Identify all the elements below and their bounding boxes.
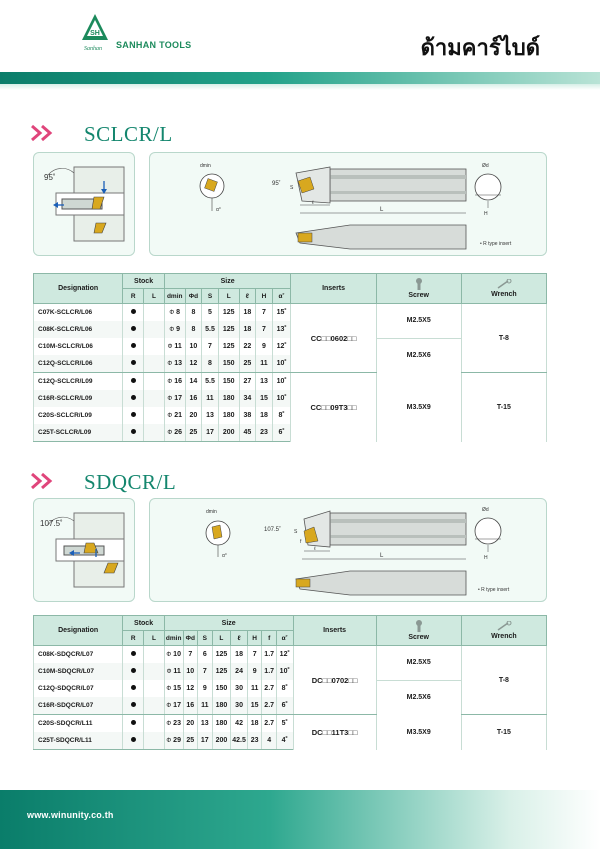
col-f: f xyxy=(262,631,277,646)
header-band xyxy=(0,72,600,84)
alpha-cell: 15˚ xyxy=(272,304,291,322)
length-cell: 200 xyxy=(212,732,231,750)
wrench-icon xyxy=(496,621,512,631)
wrench-cell: T-15 xyxy=(461,715,546,750)
table-row xyxy=(34,715,547,733)
d-cell: 7 xyxy=(183,646,198,664)
alpha-cell: 13˚ xyxy=(272,321,291,338)
ell-cell: 30 xyxy=(231,697,248,715)
d-cell: 8 xyxy=(185,304,202,322)
table-row xyxy=(34,304,547,322)
ell-cell: 22 xyxy=(239,338,256,355)
col-alpha: α˚ xyxy=(276,631,293,646)
diameter-glyph: Φ xyxy=(167,361,173,367)
screw-cell: M2.5X6 xyxy=(376,680,461,715)
dmin-value: 29 xyxy=(173,737,181,744)
wrench-cell: T-8 xyxy=(461,646,546,715)
d-cell: 10 xyxy=(183,663,198,680)
h-cell: 15 xyxy=(256,390,273,407)
d-cell: 25 xyxy=(183,732,198,750)
s-cell: 5.5 xyxy=(202,373,219,391)
in-stock-dot xyxy=(131,412,136,417)
diameter-glyph: Φ xyxy=(169,310,175,316)
insert-cell: DC□□11T3□□ xyxy=(293,715,376,750)
col-stock: Stock xyxy=(123,616,165,631)
dmin-cell xyxy=(164,373,185,391)
alpha-cell: 12˚ xyxy=(276,646,293,664)
dmin-cell xyxy=(164,697,183,715)
f-cell: 2.7 xyxy=(262,715,277,733)
svg-text:dmin: dmin xyxy=(200,163,211,169)
d-cell: 8 xyxy=(185,321,202,338)
length-cell: 150 xyxy=(218,355,239,373)
section-title: SDQCR/L xyxy=(84,470,177,494)
dmin-cell xyxy=(164,646,183,664)
brand-name: SANHAN TOOLS xyxy=(116,40,192,50)
wrench-cell: T-8 xyxy=(461,304,546,373)
stock-cell xyxy=(123,663,144,680)
diagram-angle-label: 107.5˚ xyxy=(264,527,282,533)
stock-cell xyxy=(123,390,144,407)
screw-icon xyxy=(414,278,424,290)
h-cell: 11 xyxy=(247,680,262,697)
stock-l-cell xyxy=(144,373,165,391)
col-wrench xyxy=(461,274,546,304)
cutting-angle-label: 107.5˚ xyxy=(40,519,63,528)
diameter-glyph: Φ xyxy=(167,379,173,385)
alpha-cell: 10˚ xyxy=(272,390,291,407)
in-stock-dot xyxy=(131,720,136,725)
col-l: L xyxy=(144,631,165,646)
length-cell: 200 xyxy=(218,424,239,442)
d-cell: 16 xyxy=(183,697,198,715)
in-stock-dot xyxy=(131,378,136,383)
h-cell: 15 xyxy=(247,697,262,715)
tool-dimension-drawing xyxy=(150,153,546,255)
dmin-value: 13 xyxy=(174,360,182,367)
designation-cell: C20S-SCLCR/L09 xyxy=(34,407,123,424)
ell-cell: 42 xyxy=(231,715,248,733)
col-stock: Stock xyxy=(123,274,165,289)
designation-cell: C10M-SDQCR/L07 xyxy=(34,663,123,680)
dimension-diagram-panel xyxy=(149,498,547,602)
col-screw xyxy=(376,616,461,646)
rtype-note: • R type insert xyxy=(480,241,512,247)
col-screw-label: Screw xyxy=(408,634,429,641)
designation-cell: C20S-SDQCR/L11 xyxy=(34,715,123,733)
d-cell: 12 xyxy=(185,355,202,373)
diameter-glyph: Φ xyxy=(166,652,172,658)
in-stock-dot xyxy=(131,702,136,707)
length-cell: 150 xyxy=(218,373,239,391)
boring-cross-section-diagram xyxy=(34,153,134,255)
col-screw-label: Screw xyxy=(408,292,429,299)
d-cell: 20 xyxy=(185,407,202,424)
dmin-cell xyxy=(164,732,183,750)
stock-cell xyxy=(123,407,144,424)
stock-cell xyxy=(123,338,144,355)
cutting-angle-panel xyxy=(33,152,135,256)
length-cell: 125 xyxy=(212,663,231,680)
col-designation: Designation xyxy=(34,616,123,646)
stock-cell xyxy=(123,715,144,733)
stock-l-cell xyxy=(144,304,165,322)
length-cell: 125 xyxy=(218,321,239,338)
col-h: H xyxy=(247,631,262,646)
svg-text:H: H xyxy=(484,211,488,217)
alpha-cell: 5˚ xyxy=(276,715,293,733)
f-cell: 4 xyxy=(262,732,277,750)
ell-cell: 18 xyxy=(239,304,256,322)
d-cell: 10 xyxy=(185,338,202,355)
h-cell: 9 xyxy=(247,663,262,680)
page-header xyxy=(0,0,600,72)
alpha-cell: 6˚ xyxy=(272,424,291,442)
stock-cell xyxy=(123,646,144,664)
in-stock-dot xyxy=(131,360,136,365)
dmin-value: 23 xyxy=(173,720,181,727)
alpha-cell: 8˚ xyxy=(276,680,293,697)
col-inserts: Inserts xyxy=(293,616,376,646)
brand-script: Sanhan xyxy=(84,46,102,52)
screw-cell: M3.5X9 xyxy=(376,715,461,750)
svg-text:Ød: Ød xyxy=(482,163,489,169)
h-cell: 7 xyxy=(256,321,273,338)
d-cell: 14 xyxy=(185,373,202,391)
sdqcr-spec-table xyxy=(33,615,547,750)
ell-cell: 24 xyxy=(231,663,248,680)
s-cell: 9 xyxy=(198,680,213,697)
diameter-glyph: Φ xyxy=(169,327,175,333)
diameter-glyph: Φ xyxy=(167,413,173,419)
s-cell: 7 xyxy=(198,663,213,680)
designation-cell: C10M-SCLCR/L06 xyxy=(34,338,123,355)
alpha-cell: 10˚ xyxy=(276,663,293,680)
double-chevron-icon xyxy=(30,472,60,490)
d-cell: 16 xyxy=(185,390,202,407)
cutting-angle-panel xyxy=(33,498,135,602)
stock-l-cell xyxy=(144,424,165,442)
stock-cell xyxy=(123,304,144,322)
in-stock-dot xyxy=(131,685,136,690)
ell-cell: 27 xyxy=(239,373,256,391)
stock-l-cell xyxy=(144,390,165,407)
svg-text:S: S xyxy=(290,185,294,191)
col-length: L xyxy=(218,289,239,304)
svg-text:ℓ: ℓ xyxy=(312,200,314,206)
length-cell: 180 xyxy=(212,697,231,715)
diagram-angle-label: 95˚ xyxy=(272,181,281,187)
insert-cell: CC□□0602□□ xyxy=(291,304,376,373)
col-dmin: dmin xyxy=(164,631,183,646)
designation-cell: C16R-SDQCR/L07 xyxy=(34,697,123,715)
boring-cross-section-diagram xyxy=(34,499,134,601)
d-cell: 20 xyxy=(183,715,198,733)
col-wrench-label: Wrench xyxy=(491,291,517,298)
designation-cell: C12Q-SCLCR/L09 xyxy=(34,373,123,391)
table-row xyxy=(34,646,547,664)
designation-cell: C25T-SCLCR/L09 xyxy=(34,424,123,442)
dmin-cell xyxy=(164,407,185,424)
dmin-value: 11 xyxy=(173,668,181,675)
stock-cell xyxy=(123,680,144,697)
col-designation: Designation xyxy=(34,274,123,304)
designation-cell: C12Q-SDQCR/L07 xyxy=(34,680,123,697)
s-cell: 11 xyxy=(198,697,213,715)
s-cell: 13 xyxy=(198,715,213,733)
screw-cell: M2.5X5 xyxy=(376,304,461,339)
diameter-glyph: Φ xyxy=(167,396,173,402)
alpha-cell: 10˚ xyxy=(272,373,291,391)
h-cell: 9 xyxy=(256,338,273,355)
d-cell: 12 xyxy=(183,680,198,697)
alpha-cell: 12˚ xyxy=(272,338,291,355)
f-cell: 2.7 xyxy=(262,697,277,715)
s-cell: 17 xyxy=(202,424,219,442)
dmin-value: 8 xyxy=(176,309,181,316)
s-cell: 8 xyxy=(202,355,219,373)
f-cell: 2.7 xyxy=(262,680,277,697)
svg-text:Ød: Ød xyxy=(482,507,489,513)
diameter-glyph: Φ xyxy=(167,430,173,436)
in-stock-dot xyxy=(131,737,136,742)
s-cell: 17 xyxy=(198,732,213,750)
col-s: S xyxy=(202,289,219,304)
stock-cell xyxy=(123,373,144,391)
dmin-value: 17 xyxy=(174,395,182,402)
s-cell: 5.5 xyxy=(202,321,219,338)
tool-dimension-drawing xyxy=(150,499,546,601)
stock-l-cell xyxy=(144,355,165,373)
dmin-cell xyxy=(164,715,183,733)
dmin-value: 16 xyxy=(174,378,182,385)
col-dmin: dmin xyxy=(164,289,185,304)
designation-cell: C16R-SCLCR/L09 xyxy=(34,390,123,407)
ell-cell: 18 xyxy=(231,646,248,664)
wrench-cell: T-15 xyxy=(461,373,546,442)
in-stock-dot xyxy=(131,326,136,331)
col-d: Φd xyxy=(183,631,198,646)
length-cell: 125 xyxy=(218,304,239,322)
ell-cell: 42.5 xyxy=(231,732,248,750)
table-row xyxy=(34,373,547,391)
col-wrench-label: Wrench xyxy=(491,633,517,640)
svg-text:α°: α° xyxy=(216,207,221,213)
ell-cell: 25 xyxy=(239,355,256,373)
in-stock-dot xyxy=(131,343,136,348)
col-r: R xyxy=(123,631,144,646)
f-cell: 1.7 xyxy=(262,646,277,664)
dmin-cell xyxy=(164,304,185,322)
length-cell: 180 xyxy=(212,715,231,733)
col-alpha: α˚ xyxy=(272,289,291,304)
stock-cell xyxy=(123,697,144,715)
h-cell: 13 xyxy=(256,373,273,391)
in-stock-dot xyxy=(131,668,136,673)
dmin-value: 15 xyxy=(173,685,181,692)
col-l: L xyxy=(144,289,165,304)
screw-icon xyxy=(414,620,424,632)
ell-cell: 34 xyxy=(239,390,256,407)
in-stock-dot xyxy=(131,309,136,314)
stock-l-cell xyxy=(144,321,165,338)
diameter-glyph: Φ xyxy=(166,703,172,709)
dimension-diagram-panel xyxy=(149,152,547,256)
page-title: ด้ามคาร์ไบด์ xyxy=(420,36,540,61)
alpha-cell: 10˚ xyxy=(272,355,291,373)
col-d: Φd xyxy=(185,289,202,304)
stock-cell xyxy=(123,424,144,442)
stock-l-cell xyxy=(144,697,165,715)
dmin-value: 9 xyxy=(176,326,181,333)
col-h: H xyxy=(256,289,273,304)
diameter-glyph: Φ xyxy=(166,721,172,727)
col-screw xyxy=(376,274,461,304)
ell-cell: 38 xyxy=(239,407,256,424)
dmin-cell xyxy=(164,663,183,680)
in-stock-dot xyxy=(131,395,136,400)
stock-cell xyxy=(123,355,144,373)
col-ell: ℓ xyxy=(231,631,248,646)
length-cell: 125 xyxy=(212,646,231,664)
stock-l-cell xyxy=(144,338,165,355)
length-cell: 180 xyxy=(218,390,239,407)
ell-cell: 30 xyxy=(231,680,248,697)
ell-cell: 18 xyxy=(239,321,256,338)
length-cell: 150 xyxy=(212,680,231,697)
dmin-cell xyxy=(164,338,185,355)
alpha-cell: 8˚ xyxy=(272,407,291,424)
col-wrench xyxy=(461,616,546,646)
svg-text:SH: SH xyxy=(90,30,100,37)
alpha-cell: 6˚ xyxy=(276,697,293,715)
sclcr-spec-table xyxy=(33,273,547,442)
col-inserts: Inserts xyxy=(291,274,376,304)
svg-text:ℓ: ℓ xyxy=(314,546,316,552)
col-r: R xyxy=(123,289,144,304)
stock-l-cell xyxy=(144,407,165,424)
h-cell: 7 xyxy=(256,304,273,322)
stock-l-cell xyxy=(144,646,165,664)
svg-text:S: S xyxy=(294,529,298,535)
svg-text:H: H xyxy=(484,555,488,561)
stock-cell xyxy=(123,321,144,338)
svg-text:f: f xyxy=(300,539,302,545)
h-cell: 18 xyxy=(247,715,262,733)
in-stock-dot xyxy=(131,651,136,656)
s-cell: 7 xyxy=(202,338,219,355)
h-cell: 7 xyxy=(247,646,262,664)
s-cell: 13 xyxy=(202,407,219,424)
insert-cell: DC□□0702□□ xyxy=(293,646,376,715)
dmin-cell xyxy=(164,390,185,407)
s-cell: 11 xyxy=(202,390,219,407)
dmin-cell xyxy=(164,424,185,442)
svg-text:α°: α° xyxy=(222,553,227,559)
dmin-value: 10 xyxy=(173,651,181,658)
dmin-value: 26 xyxy=(174,429,182,436)
stock-l-cell xyxy=(144,715,165,733)
stock-l-cell xyxy=(144,732,165,750)
dmin-value: 11 xyxy=(174,343,182,350)
d-cell: 25 xyxy=(185,424,202,442)
diameter-glyph: Φ xyxy=(166,738,172,744)
svg-text:L: L xyxy=(380,207,384,213)
designation-cell: C08K-SDQCR/L07 xyxy=(34,646,123,664)
svg-text:dmin: dmin xyxy=(206,509,217,515)
stock-cell xyxy=(123,732,144,750)
svg-text:L: L xyxy=(380,553,384,559)
diameter-glyph: Φ xyxy=(166,686,172,692)
dmin-value: 17 xyxy=(173,702,181,709)
length-cell: 180 xyxy=(218,407,239,424)
h-cell: 23 xyxy=(247,732,262,750)
col-s: S xyxy=(198,631,213,646)
alpha-cell: 4˚ xyxy=(276,732,293,750)
screw-cell: M3.5X9 xyxy=(376,373,461,442)
designation-cell: C08K-SCLCR/L06 xyxy=(34,321,123,338)
double-chevron-icon xyxy=(30,124,60,142)
sanhan-logo xyxy=(82,14,108,44)
stock-l-cell xyxy=(144,680,165,697)
dmin-cell xyxy=(164,321,185,338)
col-size: Size xyxy=(164,274,291,289)
designation-cell: C07K-SCLCR/L06 xyxy=(34,304,123,322)
dmin-cell xyxy=(164,680,183,697)
designation-cell: C25T-SDQCR/L11 xyxy=(34,732,123,750)
in-stock-dot xyxy=(131,429,136,434)
stock-l-cell xyxy=(144,663,165,680)
col-size: Size xyxy=(164,616,293,631)
h-cell: 11 xyxy=(256,355,273,373)
designation-cell: C12Q-SCLCR/L06 xyxy=(34,355,123,373)
wrench-icon xyxy=(496,279,512,289)
s-cell: 6 xyxy=(198,646,213,664)
col-ell: ℓ xyxy=(239,289,256,304)
dmin-value: 21 xyxy=(174,412,182,419)
section-title: SCLCR/L xyxy=(84,122,173,146)
screw-cell: M2.5X6 xyxy=(376,338,461,373)
diameter-glyph: Φ xyxy=(166,669,172,675)
dmin-cell xyxy=(164,355,185,373)
header-band-shadow xyxy=(0,84,600,90)
length-cell: 125 xyxy=(218,338,239,355)
website-link[interactable]: www.winunity.co.th xyxy=(27,810,114,820)
s-cell: 5 xyxy=(202,304,219,322)
diameter-glyph: Φ xyxy=(167,344,173,350)
screw-cell: M2.5X5 xyxy=(376,646,461,681)
h-cell: 18 xyxy=(256,407,273,424)
insert-cell: CC□□09T3□□ xyxy=(291,373,376,442)
h-cell: 23 xyxy=(256,424,273,442)
rtype-note: • R type insert xyxy=(478,587,510,593)
ell-cell: 45 xyxy=(239,424,256,442)
f-cell: 1.7 xyxy=(262,663,277,680)
cutting-angle-label: 95˚ xyxy=(44,173,56,182)
col-length: L xyxy=(212,631,231,646)
